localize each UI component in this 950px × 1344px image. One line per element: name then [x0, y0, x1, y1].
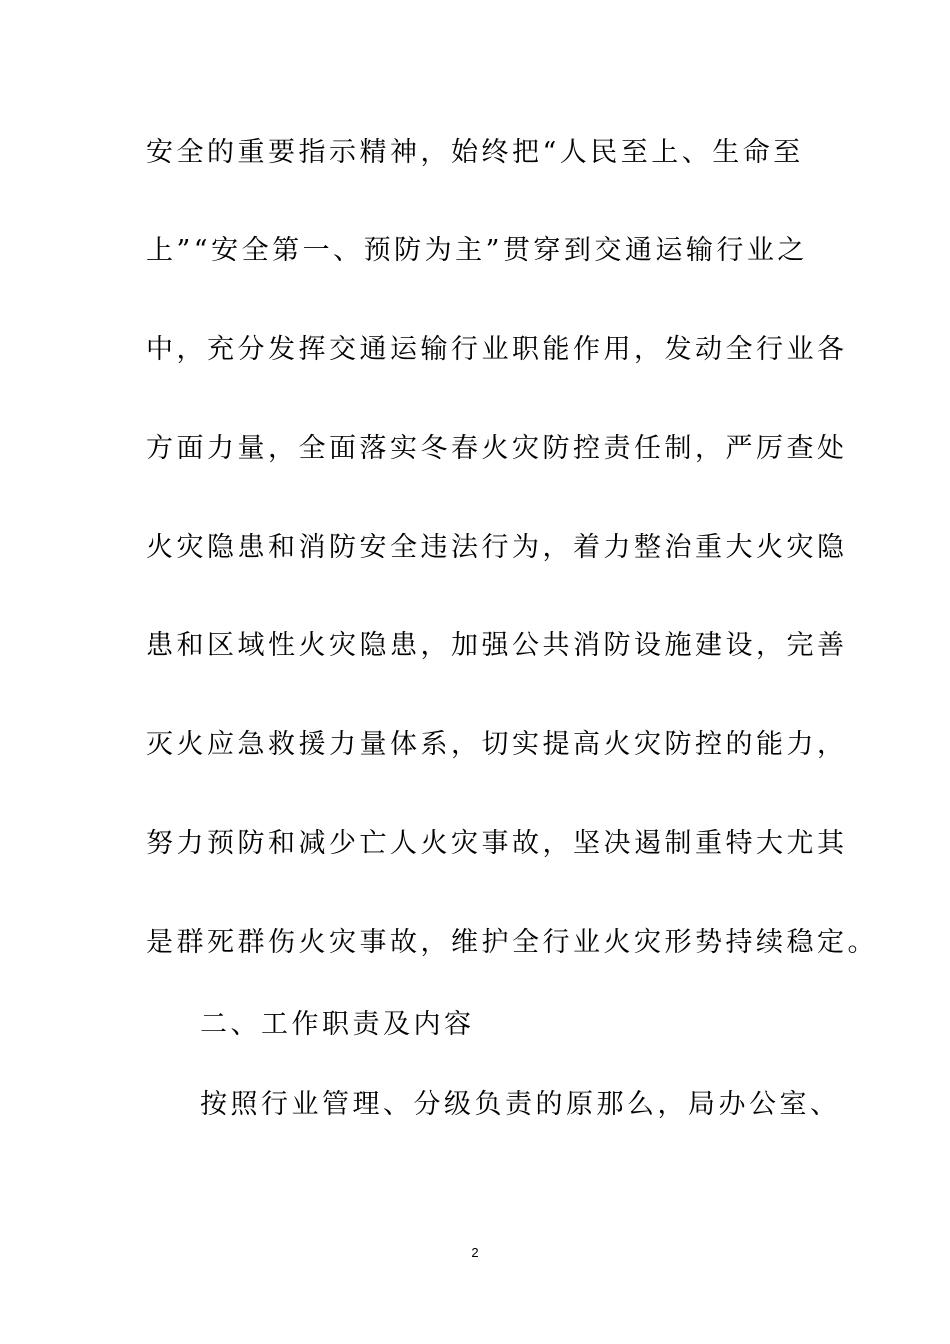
body-line-9: 是群死群伤火灾事故，维护全行业火灾形势持续稳定。	[146, 927, 878, 958]
body-line-8: 努力预防和减少亡人火灾事故，坚决遏制重特大尤其	[146, 828, 848, 859]
body-line-2: 上”“安全第一、预防为主”贯穿到交通运输行业之	[146, 235, 808, 266]
body-line-4: 方面力量，全面落实冬春火灾防控责任制，严厉查处	[146, 433, 848, 464]
section-heading: 二、工作职责及内容	[200, 1009, 475, 1040]
page-number: 2	[471, 1245, 479, 1260]
body-line-1: 安全的重要指示精神，始终把“人民至上、生命至	[146, 137, 804, 168]
section-paragraph-line-1: 按照行业管理、分级负责的原那么，局办公室、	[200, 1089, 841, 1120]
body-line-3: 中，充分发挥交通运输行业职能作用，发动全行业各	[146, 334, 848, 365]
body-line-6: 患和区域性火灾隐患，加强公共消防设施建设，完善	[146, 630, 848, 661]
body-line-7: 灭火应急救援力量体系，切实提高火灾防控的能力，	[146, 729, 848, 760]
body-line-5: 火灾隐患和消防安全违法行为，着力整治重大火灾隐	[146, 532, 848, 563]
